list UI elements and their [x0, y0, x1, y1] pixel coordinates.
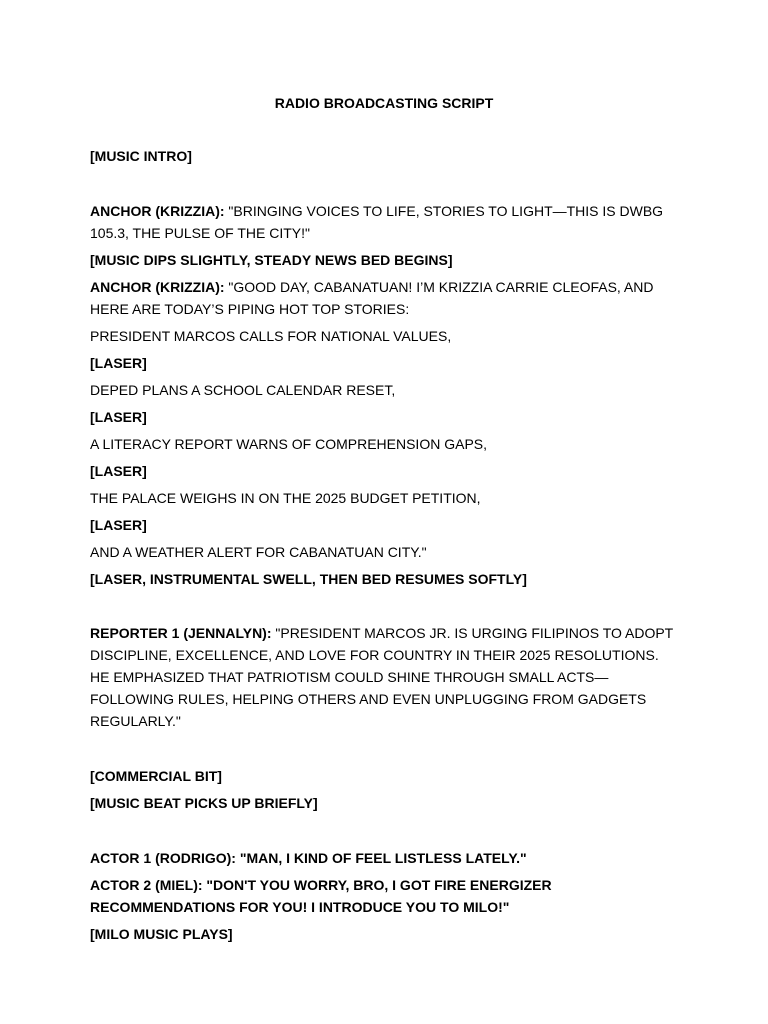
cue-laser-swell: [LASER, INSTRUMENTAL SWELL, THEN BED RESUMES SOFTLY]: [90, 571, 527, 587]
spacer: [90, 595, 680, 622]
dialogue-text: "BRINGING VOICES TO LIFE, STORIES TO LIGHT—THIS IS DWBG 105.3, THE PULSE OF THE CITY!": [90, 203, 664, 241]
speaker-label: ANCHOR (KRIZZIA):: [90, 279, 225, 295]
cue-laser: [LASER]: [90, 463, 147, 479]
spacer: [90, 819, 680, 847]
cue-music-dips: [MUSIC DIPS SLIGHTLY, STEADY NEWS BED BEGINS]: [90, 252, 453, 268]
script-body: [90, 145, 680, 950]
headline-text: DEPED PLANS A SCHOOL CALENDAR RESET,: [90, 382, 396, 398]
reporter-line: [90, 622, 680, 732]
cue-music-intro: [MUSIC INTRO]: [90, 148, 192, 164]
document-title: RADIO BROADCASTING SCRIPT: [274, 95, 494, 111]
anchor-line-2: [90, 276, 680, 320]
dialogue-text: "PRESIDENT MARCOS JR. IS URGING FILIPINOS TO ADOPT DISCIPLINE, EXCELLENCE, AND LOVE FOR COUNTRY IN THEIR 2025 RESOLUTIONS. HE EMPHASIZED THAT PATRIOTISM COULD SHINE THROUGH SMALL ACTS—FOLLOWING RULES, HELPING OTHERS AND EVEN UNPLUGGING FROM GADGETS REGULARLY.": [90, 625, 673, 729]
headline-text: A LITERACY REPORT WARNS OF COMPREHENSION GAPS,: [90, 436, 488, 452]
spacer: [90, 172, 680, 200]
spacer: [90, 737, 680, 765]
actor-2-line: ACTOR 2 (MIEL): "DON'T YOU WORRY, BRO, I GOT FIRE ENERGIZER RECOMMENDATIONS FOR YOU! I INTRODUCE YOU TO MILO!": [90, 877, 552, 915]
cue-laser: [LASER]: [90, 517, 147, 533]
cue-laser: [LASER]: [90, 355, 147, 371]
cue-commercial-bit: [COMMERCIAL BIT]: [90, 768, 222, 784]
speaker-label: REPORTER 1 (JENNALYN):: [90, 625, 272, 641]
actor-1-line: ACTOR 1 (RODRIGO): "MAN, I KIND OF FEEL LISTLESS LATELY.": [90, 850, 527, 866]
speaker-label: ANCHOR (KRIZZIA):: [90, 203, 225, 219]
dialogue-text: "GOOD DAY, CABANATUAN! I’M KRIZZIA CARRIE CLEOFAS, AND HERE ARE TODAY’S PIPING HOT TOP STORIES:: [90, 279, 654, 317]
anchor-line-1: [90, 200, 680, 244]
headline-text: THE PALACE WEIGHS IN ON THE 2025 BUDGET PETITION,: [90, 490, 481, 506]
headline-text: AND A WEATHER ALERT FOR CABANATUAN CITY.": [90, 544, 427, 560]
cue-laser: [LASER]: [90, 409, 147, 425]
cue-music-beat: [MUSIC BEAT PICKS UP BRIEFLY]: [90, 795, 318, 811]
cue-milo-music: [MILO MUSIC PLAYS]: [90, 926, 233, 942]
headline-text: PRESIDENT MARCOS CALLS FOR NATIONAL VALUES,: [90, 328, 452, 344]
